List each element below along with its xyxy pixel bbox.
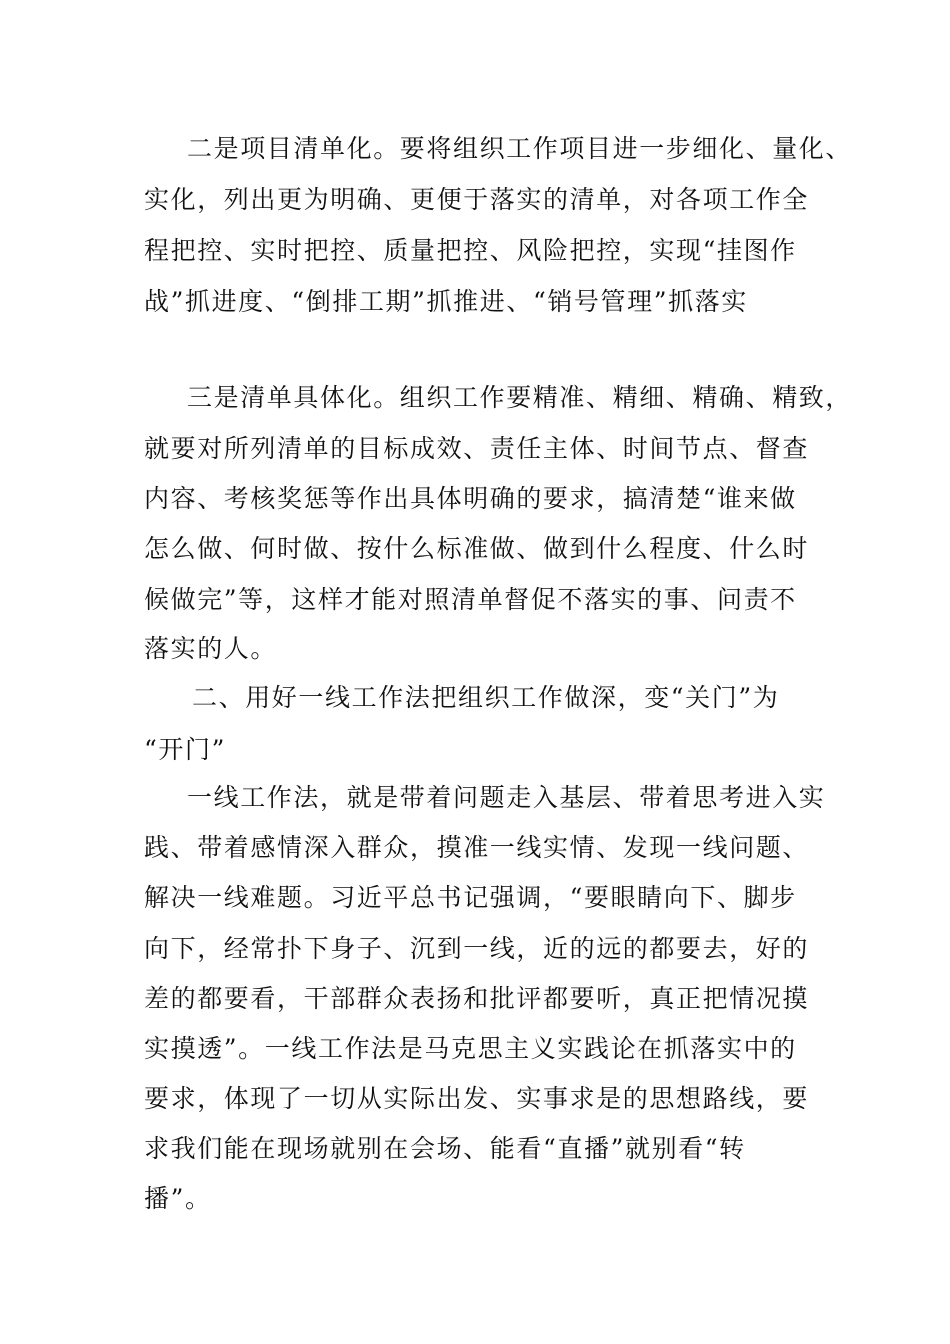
paragraph-line: 一线工作法，就是带着问题走入基层、带着思考进入实 [187,783,826,812]
heading-line: “开门” [144,735,226,764]
paragraph-line: 实摸透”。一线工作法是马克思主义实践论在抓落实中的 [144,1034,797,1063]
paragraph-line: 解决一线难题。习近平总书记强调，“要眼睛向下、脚步 [144,883,797,912]
paragraph-line: 三是清单具体化。组织工作要精准、精细、精确、精致， [187,383,853,412]
paragraph-line: 二是项目清单化。要将组织工作项目进一步细化、量化、 [187,134,853,163]
paragraph-line: 差的都要看，干部群众表扬和批评都要听，真正把情况摸 [144,984,810,1013]
paragraph-line: 程把控、实时把控、质量把控、风险把控，实现“挂图作 [144,236,797,265]
paragraph-line: 向下，经常扑下身子、沉到一线，近的远的都要去，好的 [144,934,810,963]
paragraph-line: 就要对所列清单的目标成效、责任主体、时间节点、督查 [144,434,810,463]
heading-line: 二、用好一线工作法把组织工作做深，变“关门”为 [192,683,780,712]
paragraph-line: 践、带着感情深入群众，摸准一线实情、发现一线问题、 [144,833,810,862]
paragraph-line: 落实的人。 [144,634,278,663]
paragraph-line: 要求，体现了一切从实际出发、实事求是的思想路线，要 [144,1084,810,1113]
paragraph-line: 怎么做、何时做、按什么标准做、做到什么程度、什么时 [144,534,810,563]
paragraph-line: 播”。 [144,1184,212,1213]
paragraph-line: 战”抓进度、“倒排工期”抓推进、“销号管理”抓落实 [144,287,748,316]
paragraph-line: 内容、考核奖惩等作出具体明确的要求，搞清楚“谁来做 [144,484,797,513]
paragraph-line: 实化，列出更为明确、更便于落实的清单，对各项工作全 [144,185,810,214]
paragraph-line: 求我们能在现场就别在会场、能看“直播”就别看“转 [144,1134,746,1163]
paragraph-line: 候做完”等，这样才能对照清单督促不落实的事、问责不 [144,585,797,614]
